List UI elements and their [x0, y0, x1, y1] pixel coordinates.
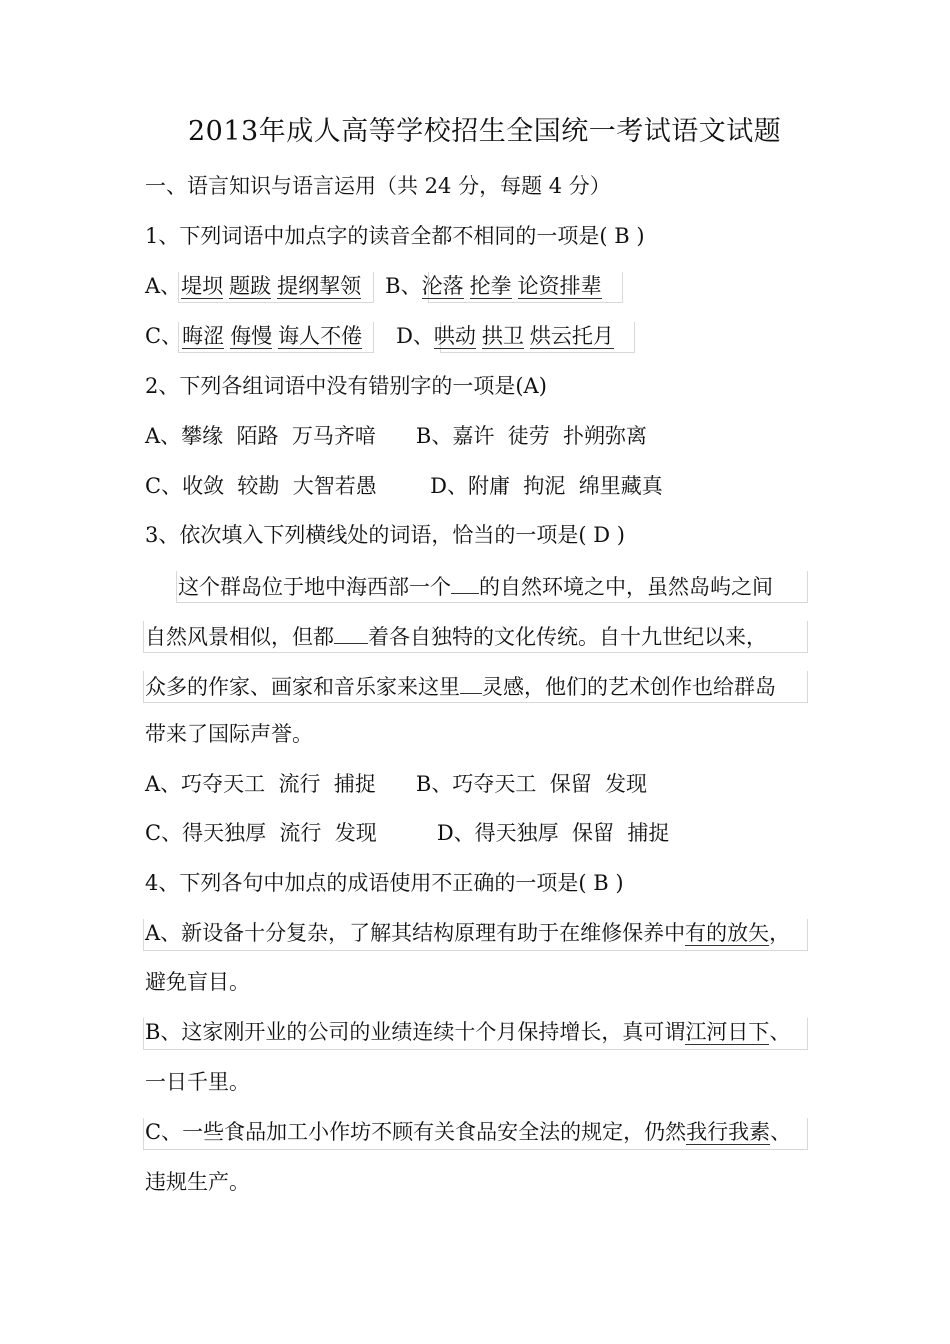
option-b-word: 抡拳 [469, 274, 512, 298]
option-a-word: 题跋 [229, 274, 272, 298]
fill-blank [451, 571, 479, 594]
passage-text: 众多的作家、画家和音乐家来这里 [145, 675, 460, 699]
question-4-option-c-cont: 违规生产。 [145, 1170, 250, 1194]
question-3-passage-line-1 [178, 571, 773, 601]
question-4-option-a [145, 919, 790, 947]
option-b-word: 论资排辈 [517, 274, 602, 298]
question-4-option-a-cont: 避免盲目。 [145, 970, 250, 994]
option-a-word: 提纲挈领 [277, 274, 362, 298]
passage-text: 的自然环境之中，虽然岛屿之间 [479, 575, 773, 599]
idiom-underlined: 有的放矢 [685, 921, 770, 945]
option-d-word: 哄动 [433, 324, 476, 348]
question-2-stem: 2、下列各组词语中没有错别字的一项是(A) [145, 374, 547, 398]
sentence-text: ， [769, 921, 791, 945]
question-1-options-cd [145, 322, 614, 350]
question-4-option-b [145, 1018, 790, 1046]
question-1-options-ab [145, 272, 602, 300]
idiom-underlined: 江河日下 [685, 1020, 770, 1044]
sentence-text: B、这家刚开业的公司的业绩连续十个月保持增长，真可谓 [145, 1020, 686, 1044]
question-3-passage-line-4: 带来了国际声誉。 [145, 722, 313, 746]
option-c-label: C、 [145, 324, 183, 348]
question-4-option-b-cont: 一日千里。 [145, 1070, 250, 1094]
option-c-word: 诲人不倦 [278, 324, 363, 348]
section-heading: 一、语言知识与语言运用（共 24 分，每题 4 分） [145, 174, 611, 198]
sentence-text: A、新设备十分复杂，了解其结构原理有助于在维修保养中 [145, 921, 686, 945]
sentence-text: C、一些食品加工小作坊不顾有关食品安全法的规定，仍然 [145, 1120, 687, 1144]
option-c-word: 侮慢 [230, 324, 273, 348]
option-d-word: 烘云托月 [529, 324, 614, 348]
option-c-word: 晦涩 [182, 324, 225, 348]
fill-blank [334, 621, 368, 644]
option-a-word: 堤坝 [181, 274, 224, 298]
question-2-options-cd: C、收敛 较勘 大智若愚 D、附庸 拘泥 绵里藏真 [145, 474, 663, 498]
question-2-options-ab: A、攀缘 陌路 万马齐喑 B、嘉许 徒劳 扑朔弥离 [145, 424, 648, 448]
question-1-stem: 1、下列词语中加点字的读音全都不相同的一项是( B ) [145, 224, 645, 248]
passage-text: 灵感，他们的艺术创作也给群岛 [482, 675, 776, 699]
passage-text: 自然风景相似，但都 [145, 625, 334, 649]
passage-text: 这个群岛位于地中海西部一个 [178, 575, 451, 599]
page-title: 2013年成人高等学校招生全国统一考试语文试题 [188, 116, 782, 147]
sentence-text: 、 [769, 1020, 791, 1044]
option-a-label: A、 [145, 274, 182, 298]
question-3-stem: 3、依次填入下列横线处的词语，恰当的一项是( D ) [145, 523, 625, 547]
question-3-passage-line-3 [145, 671, 776, 701]
question-4-option-c [145, 1118, 791, 1146]
option-b-word: 沦落 [421, 274, 464, 298]
option-d-label: D、 [396, 324, 434, 348]
question-4-stem: 4、下列各句中加点的成语使用不正确的一项是( B ) [145, 871, 624, 895]
question-3-passage-line-2 [145, 621, 767, 651]
option-d-word: 拱卫 [481, 324, 524, 348]
question-3-options-cd: C、得天独厚 流行 发现 D、得天独厚 保留 捕捉 [145, 821, 670, 845]
passage-text: 着各自独特的文化传统。自十九世纪以来， [368, 625, 767, 649]
question-3-options-ab: A、巧夺天工 流行 捕捉 B、巧夺天工 保留 发现 [145, 772, 648, 796]
idiom-underlined: 我行我素 [686, 1120, 771, 1144]
fill-blank [460, 671, 482, 694]
sentence-text: 、 [770, 1120, 792, 1144]
option-b-label: B、 [385, 274, 422, 298]
